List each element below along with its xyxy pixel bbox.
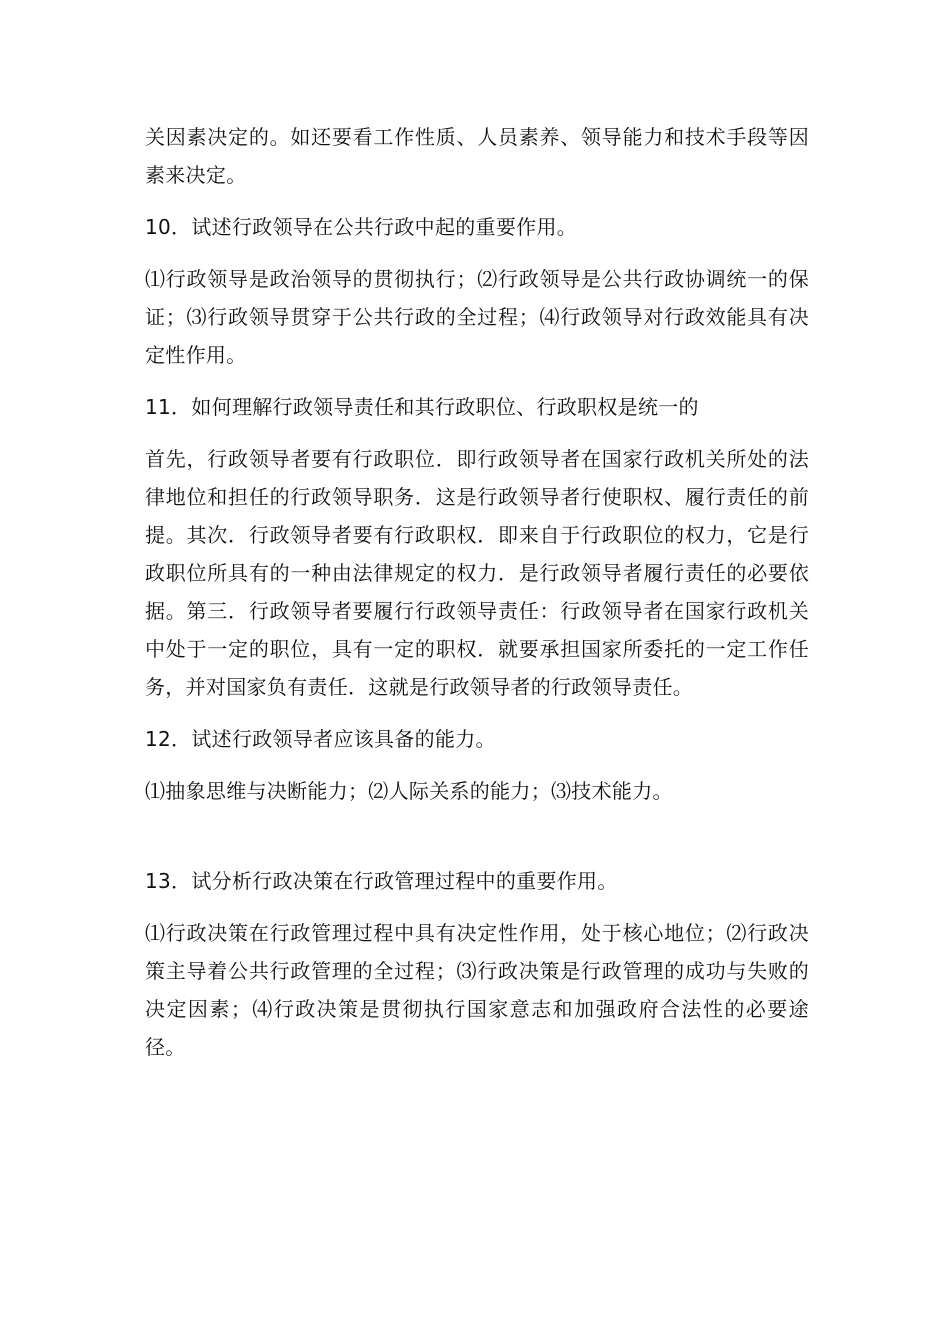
question-11: 11．如何理解行政领导责任和其行政职位、行政职权是统一的 (145, 395, 699, 419)
question-10: 10．试述行政领导在公共行政中起的重要作用。 (145, 215, 578, 239)
question-12: 12．试述行政领导者应该具备的能力。 (145, 727, 496, 751)
answer-10: ⑴行政领导是政治领导的贯彻执行；⑵行政领导是公共行政协调统一的保证；⑶行政领导贯穿于公共行政的全过程；⑷行政领导对行政效能具有决定性作用。 (145, 267, 809, 367)
document-page (145, 118, 809, 1066)
paragraph-continuation: 关因素决定的。如还要看工作性质、人员素养、领导能力和技术手段等因素来决定。 (145, 125, 809, 187)
answer-11: 首先，行政领导者要有行政职位．即行政领导者在国家行政机关所处的法律地位和担任的行政领导职务．这是行政领导者行使职权、履行责任的前提。其次．行政领导者要有行政职权．即来自于行政职位的权力，它是行政职位所具有的一种由法律规定的权力．是行政领导者履行责任的必要依据。第三．行政领导者要履行行政领导责任：行政领导者在国家行政机关中处于一定的职位，具有一定的职权．就要承担国家所委托的一定工作任务，并对国家负有责任．这就是行政领导者的行政领导责任。 (145, 447, 809, 699)
answer-12: ⑴抽象思维与决断能力；⑵人际关系的能力；⑶技术能力。 (145, 779, 673, 803)
answer-13: ⑴行政决策在行政管理过程中具有决定性作用，处于核心地位；⑵行政决策主导着公共行政管理的全过程；⑶行政决策是行政管理的成功与失败的决定因素；⑷行政决策是贯彻执行国家意志和加强政府合法性的必要途径。 (145, 921, 809, 1059)
question-13: 13．试分析行政决策在行政管理过程中的重要作用。 (145, 869, 618, 893)
